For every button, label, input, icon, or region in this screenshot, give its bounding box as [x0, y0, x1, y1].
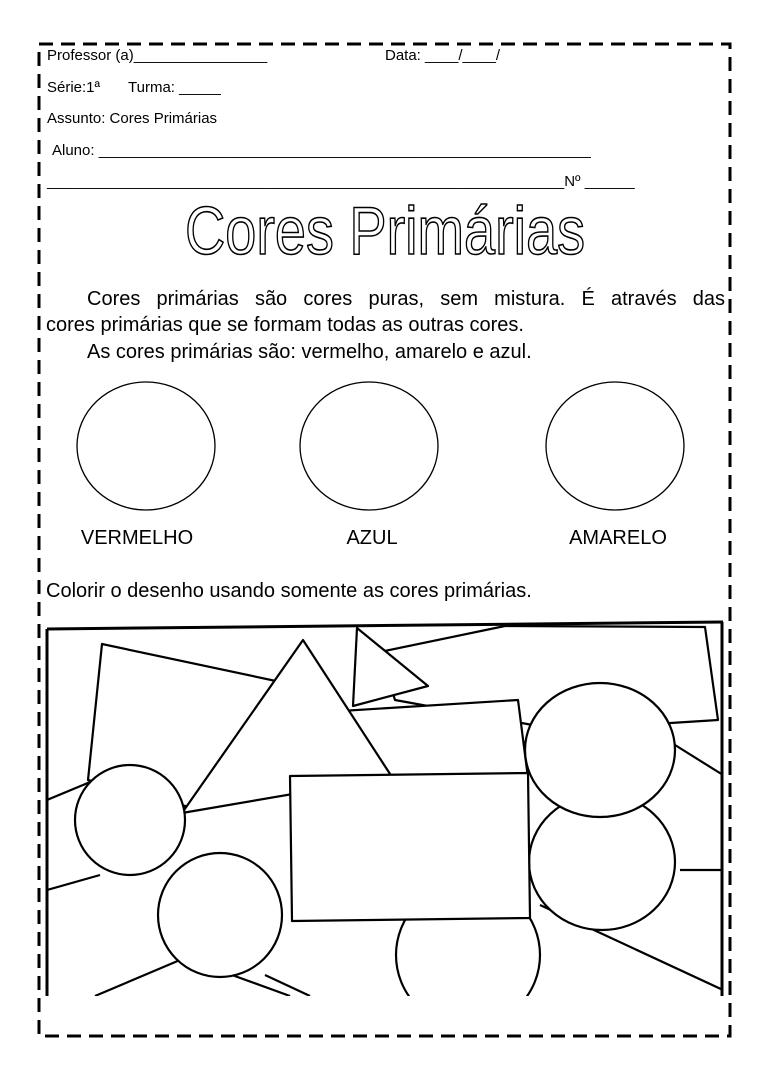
professor-field: Professor (a)________________ [47, 47, 268, 64]
numero-field: ______________________________________________________________Nº ______ [47, 173, 635, 190]
serie-field: Série:1ª [47, 79, 101, 96]
line-bottom-mid [232, 975, 290, 996]
label-azul: AZUL [346, 527, 398, 549]
aluno-field: Aluno: ___________________________________________________________ [52, 142, 591, 159]
shape-circle-left[interactable] [75, 765, 185, 875]
label-amarelo: AMARELO [569, 527, 667, 549]
shape-circle-bottom-left[interactable] [158, 853, 282, 977]
line-bottom-left [95, 960, 180, 996]
shape-big-rectangle[interactable] [290, 773, 530, 921]
line-left-bottom [47, 875, 100, 890]
instruction-text: Colorir o desenho usando somente as cores primárias. [46, 580, 532, 602]
label-vermelho: VERMELHO [80, 527, 194, 549]
title-text: Cores Primárias [185, 193, 585, 268]
shape-circle-right-upper[interactable] [525, 683, 675, 817]
body-line-1: Cores primárias são cores puras, sem mistura. É através das [87, 288, 725, 310]
body-line-3: As cores primárias são: vermelho, amarelo e azul. [87, 341, 532, 363]
assunto-field: Assunto: Cores Primárias [47, 110, 218, 127]
line-right-top [675, 745, 723, 775]
date-field: Data: ____/____/ [385, 47, 501, 64]
body-line-2: cores primárias que se formam todas as outras cores. [46, 314, 524, 336]
line-bottom-mid2 [265, 975, 310, 996]
turma-field: Turma: _____ [128, 79, 221, 96]
